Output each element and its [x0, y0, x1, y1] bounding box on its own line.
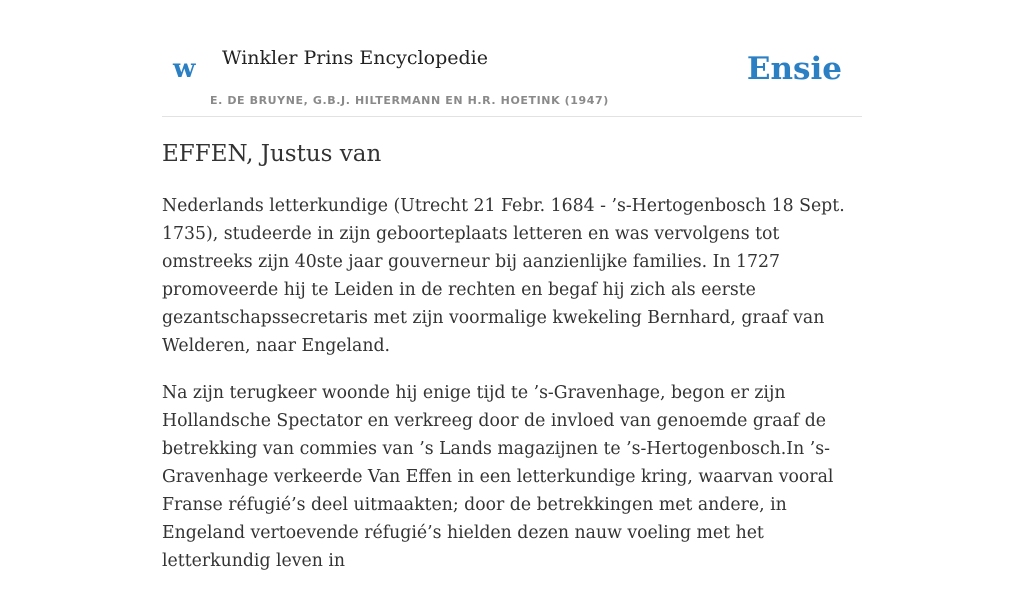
ensie-logo[interactable]: Ensie [746, 51, 842, 87]
article-paragraph: Nederlands letterkundige (Utrecht 21 Febr. 1684 - ’s-Hertogenbosch 18 Sept. 1735), studeerde in zijn geboorteplaats letteren en was vervolgens tot omstreeks zijn 40ste jaar gouverneur bij aanzienlijke families. In 1727 promoveerde hij te Leiden in de rechten en begaf hij zich als eerste gezantschapssecretaris met zijn voormalige kwekeling Bernhard, graaf van Welderen, naar Engeland. [162, 196, 845, 356]
authors-line: E. DE BRUYNE, G.B.J. HILTERMANN EN H.R. HOETINK (1947) [210, 94, 609, 107]
site-header [162, 0, 862, 117]
page-title: EFFEN, Justus van [162, 141, 382, 167]
site-title[interactable]: Winkler Prins Encyclopedie [222, 47, 488, 69]
article-paragraph: Na zijn terugkeer woonde hij enige tijd te ’s-Gravenhage, begon er zijn Hollandsche Spectator en verkreeg door de invloed van genoemde graaf de betrekking van commies van ’s Lands magazijnen te ’s-Hertogenbosch.In ’s-Gravenhage verkeerde Van Effen in een letterkundige kring, waarvan vooral Franse réfugié’s deel uitmaakten; door de betrekkingen met andere, in Engeland vertoevende réfugié’s hielden dezen nauw voeling met het letterkundig leven in [162, 383, 834, 571]
winkler-prins-logo[interactable]: w [173, 54, 196, 84]
article-body [162, 192, 862, 594]
